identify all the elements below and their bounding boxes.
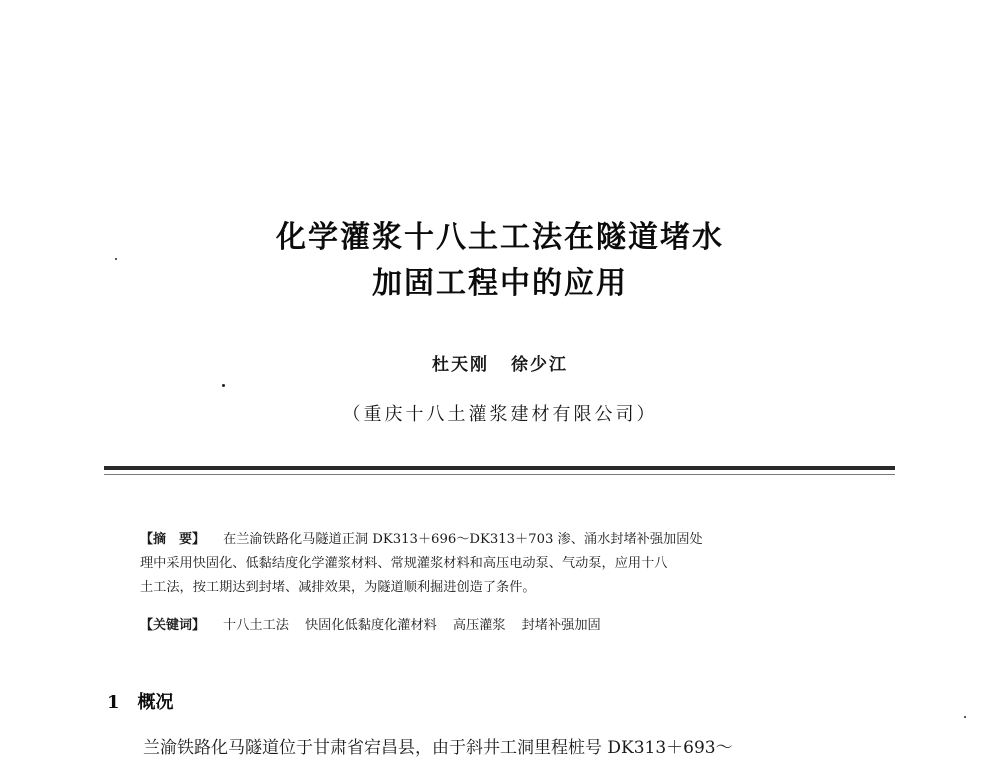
section-1-heading [107,688,174,714]
keyword-3: 高压灌浆 [452,618,506,633]
abstract-line-1 [140,528,860,552]
section-1-number: 1 [107,692,120,713]
scan-speck [964,716,966,718]
keyword-4: 封堵补强加固 [521,618,601,633]
abstract [140,528,860,600]
keyword-1: 十八土工法 [223,618,289,633]
section-1-title: 概况 [137,692,174,713]
keywords [140,614,860,638]
abstract-line-3: 土工法，按工期达到封堵、减排效果，为隧道顺利掘进创造了条件。 [140,580,536,595]
keyword-2: 快固化低黏度化灌材料 [304,618,437,633]
header-divider-thin [104,474,895,475]
author-1: 杜天刚 [432,355,489,375]
abstract-text-1: 在兰渝铁路化马隧道正洞 DK313＋696～DK313＋703 渗、涌水封堵补强加固处 [223,532,703,547]
author-2: 徐少江 [511,355,568,375]
scan-speck [115,258,117,260]
title-line-2: 加固工程中的应用 [372,266,628,301]
scan-speck [222,384,225,387]
keywords-label: 【关键词】 [140,618,206,633]
header-divider-thick [104,466,895,470]
affiliation: （重庆十八土灌浆建材有限公司） [342,404,658,425]
abstract-line-2: 理中采用快固化、低黏结度化学灌浆材料、常规灌浆材料和高压电动泵、气动泵，应用十八 [140,556,668,571]
abstract-label: 【摘 要】 [140,532,206,547]
title-line-1: 化学灌浆十八土工法在隧道堵水 [276,220,724,255]
section-1-first-line: 兰渝铁路化马隧道位于甘肃省宕昌县，由于斜井工洞里程桩号 DK313＋693～ [143,738,733,758]
authors [0,350,1000,375]
